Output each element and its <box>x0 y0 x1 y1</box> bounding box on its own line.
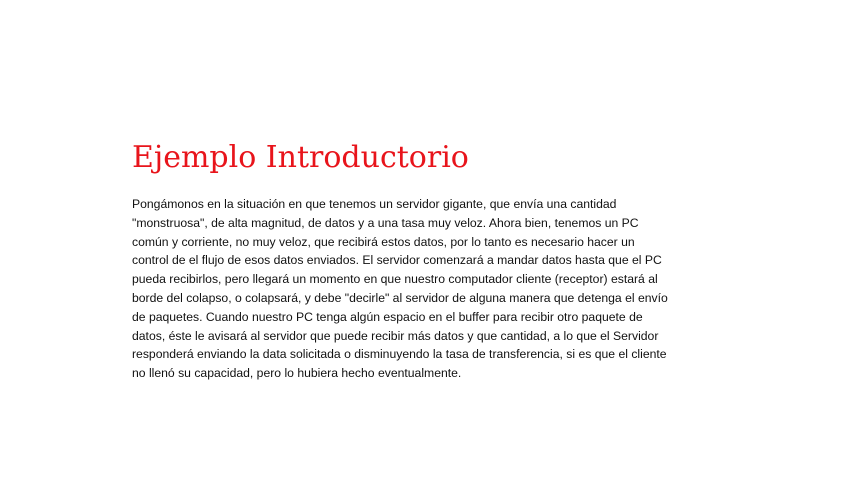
slide-body-paragraph <box>132 195 732 383</box>
paragraph-line: pueda recibirlos, pero llegará un momento en que nuestro computador cliente (receptor) estará al <box>132 272 658 287</box>
paragraph-line: datos, éste le avisará al servidor que puede recibir más datos y que cantidad, a lo que el Servidor <box>132 328 659 343</box>
paragraph-line: control de el flujo de esos datos enviados. El servidor comenzará a mandar datos hasta que el PC <box>132 253 662 268</box>
paragraph-line: no llenó su capacidad, pero lo hubiera hecho eventualmente. <box>132 366 462 381</box>
paragraph-line: "monstruosa", de alta magnitud, de datos y a una tasa muy veloz. Ahora bien, tenemos un PC <box>132 215 639 230</box>
paragraph-line: Pongámonos en la situación en que tenemos un servidor gigante, que envía una cantidad <box>132 197 617 211</box>
paragraph-line: de paquetes. Cuando nuestro PC tenga algún espacio en el buffer para recibir otro paquete de <box>132 309 643 324</box>
slide-title: Ejemplo Introductorio <box>132 140 469 175</box>
paragraph-line: borde del colapso, o colapsará, y debe "decirle" al servidor de alguna manera que detenga el envío <box>132 290 668 305</box>
paragraph-line: responderá enviando la data solicitada o disminuyendo la tasa de transferencia, si es que el cliente <box>132 347 667 362</box>
paragraph-line: común y corriente, no muy veloz, que recibirá estos datos, por lo tanto es necesario hacer un <box>132 234 635 249</box>
